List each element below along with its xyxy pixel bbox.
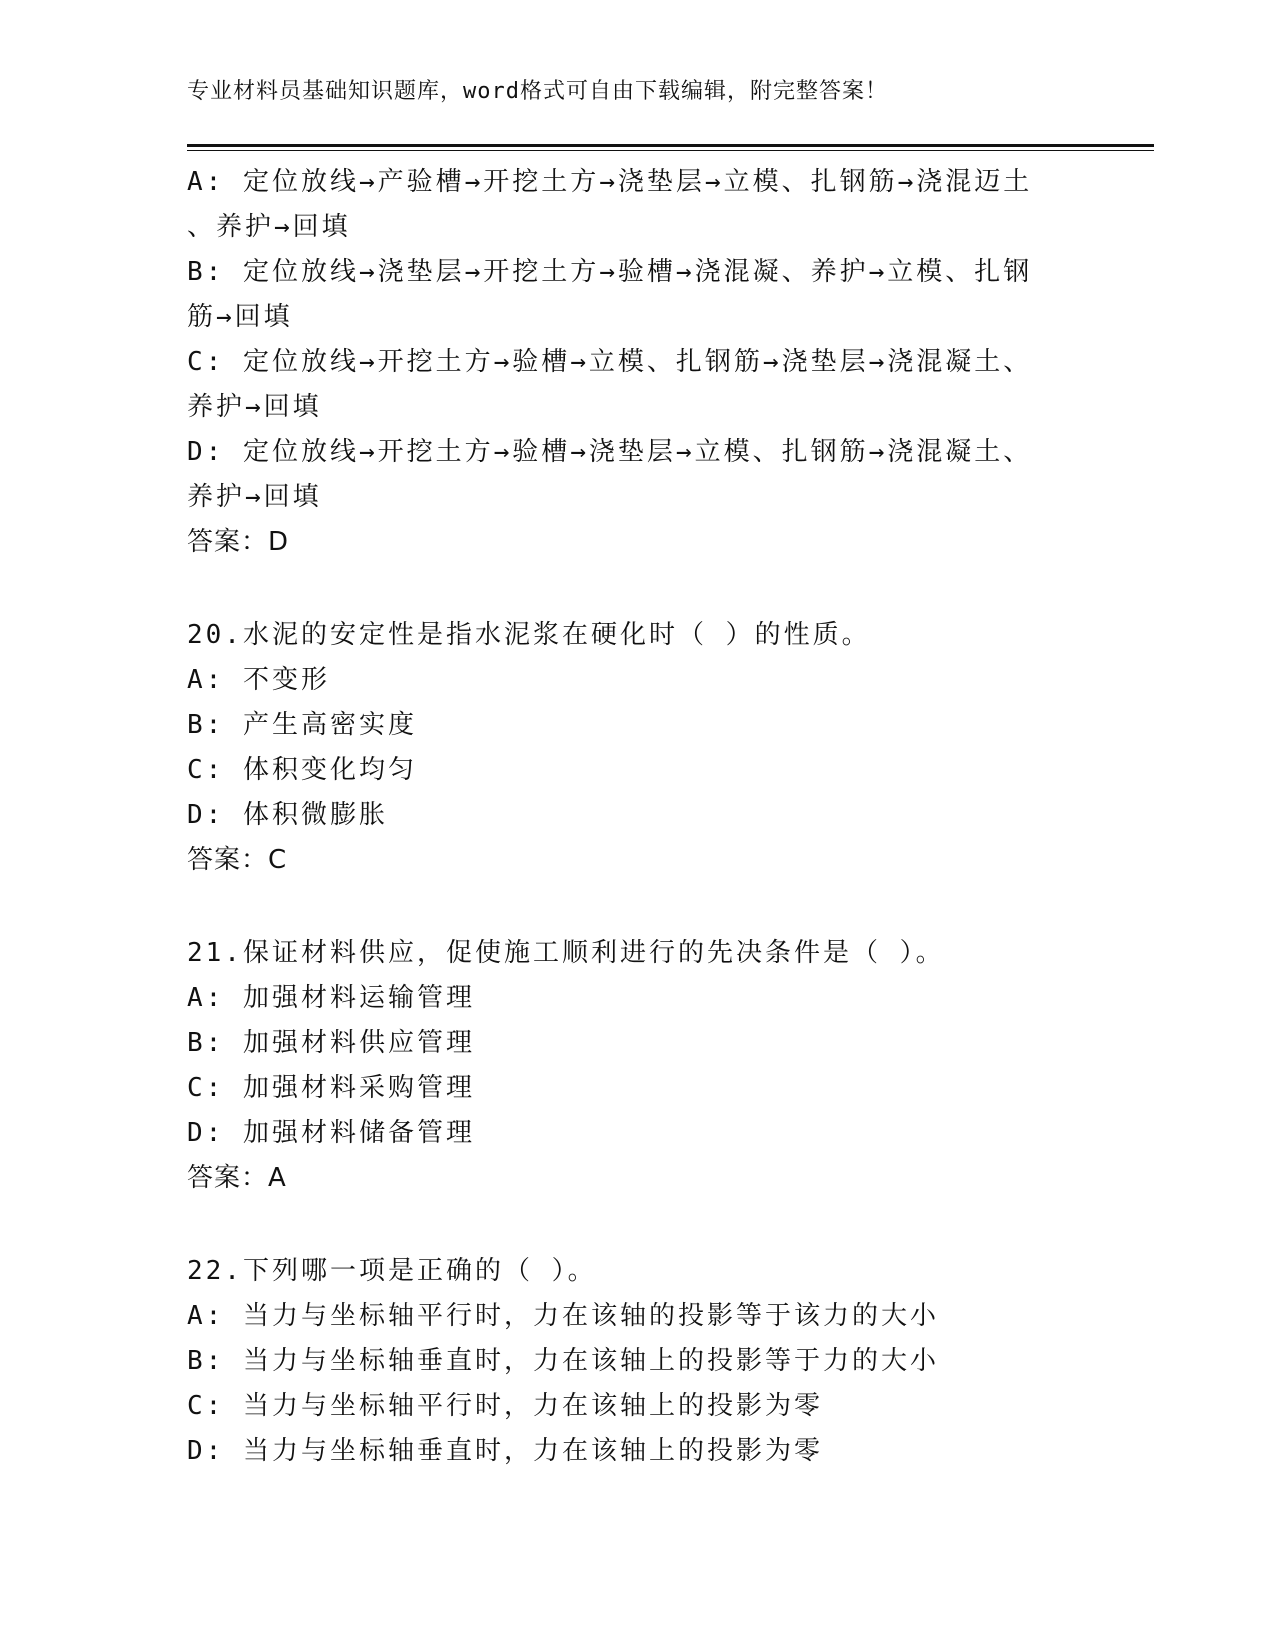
q19-answer: 答案：D [187, 527, 290, 557]
page-header: 专业材料员基础知识题库，word格式可自由下载编辑，附完整答案！ [187, 79, 888, 104]
q19-option-c-line1: C: 定位放线→开挖土方→验槽→立模、扎钢筋→浇垫层→浇混凝土、 [187, 347, 1033, 377]
q21-option-d: D: 加强材料储备管理 [187, 1118, 475, 1148]
q22-option-d: D: 当力与坐标轴垂直时，力在该轴上的投影为零 [187, 1436, 823, 1466]
q21-question: 21.保证材料供应，促使施工顺利进行的先决条件是（ ）。 [187, 938, 945, 968]
document-body [187, 160, 1087, 1474]
q19-option-a-line2: 、养护→回填 [187, 212, 351, 242]
q21-answer: 答案：A [187, 1163, 287, 1193]
q22-question: 22.下列哪一项是正确的（ ）。 [187, 1256, 597, 1286]
q20-option-c: C: 体积变化均匀 [187, 755, 417, 785]
spacer [187, 565, 1087, 613]
q20-answer: 答案：C [187, 845, 288, 875]
q22-option-a: A: 当力与坐标轴平行时，力在该轴的投影等于该力的大小 [187, 1301, 939, 1331]
q21-option-c: C: 加强材料采购管理 [187, 1073, 475, 1103]
question-22-block [187, 1249, 1087, 1474]
q19-option-a-line1: A: 定位放线→产验槽→开挖土方→浇垫层→立模、扎钢筋→浇混迈土 [187, 167, 1033, 197]
q19-option-d-line2: 养护→回填 [187, 482, 322, 512]
q19-option-b-line1: B: 定位放线→浇垫层→开挖土方→验槽→浇混凝、养护→立模、扎钢 [187, 257, 1033, 287]
q20-option-b: B: 产生高密实度 [187, 710, 417, 740]
q22-option-b: B: 当力与坐标轴垂直时，力在该轴上的投影等于力的大小 [187, 1346, 939, 1376]
q21-option-a: A: 加强材料运输管理 [187, 983, 475, 1013]
q20-question: 20.水泥的安定性是指水泥浆在硬化时（ ）的性质。 [187, 620, 871, 650]
q19-option-b-line2: 筋→回填 [187, 302, 293, 332]
header-rule-thick [187, 144, 1154, 147]
q22-option-c: C: 当力与坐标轴平行时，力在该轴上的投影为零 [187, 1391, 823, 1421]
question-20-block [187, 613, 1087, 883]
q20-option-a: A: 不变形 [187, 665, 330, 695]
q21-option-b: B: 加强材料供应管理 [187, 1028, 475, 1058]
spacer [187, 1201, 1087, 1249]
q19-option-c-line2: 养护→回填 [187, 392, 322, 422]
question-19-block [187, 160, 1087, 565]
q19-option-d-line1: D: 定位放线→开挖土方→验槽→浇垫层→立模、扎钢筋→浇混凝土、 [187, 437, 1033, 467]
spacer [187, 883, 1087, 931]
question-21-block [187, 931, 1087, 1201]
header-rule-thin [187, 150, 1154, 151]
q20-option-d: D: 体积微膨胀 [187, 800, 388, 830]
